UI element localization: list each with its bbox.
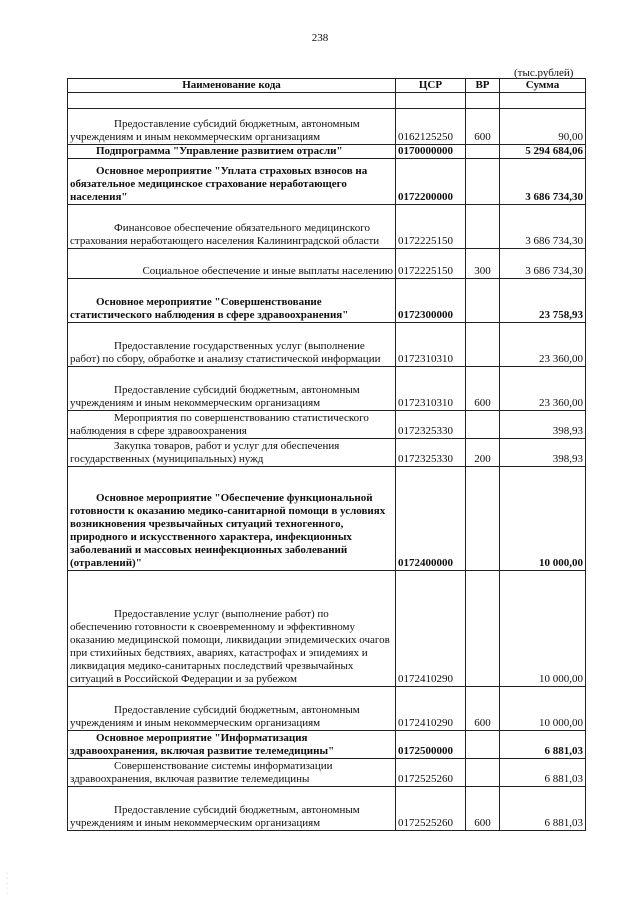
row-csr-cell: 0172525260	[396, 787, 466, 831]
row-name-cell: Финансовое обеспечение обязательного медицинского страхования неработающего населения Калининградской области	[68, 205, 396, 249]
row-sum-cell: 3 686 734,30	[500, 249, 586, 279]
row-vr-cell	[466, 571, 500, 687]
row-vr-cell	[466, 411, 500, 439]
table-header-row	[68, 79, 586, 93]
row-name-cell: Предоставление субсидий бюджетным, автономным учреждениям и иным некоммерческим организациям	[68, 109, 396, 145]
header-name: Наименование кода	[68, 79, 396, 93]
header-sum: Сумма	[500, 79, 586, 93]
table-row	[68, 367, 586, 411]
table-row	[68, 411, 586, 439]
row-name-cell: Основное мероприятие "Совершенствование статистического наблюдения в сфере здравоохранения"	[68, 279, 396, 323]
row-sum-cell: 398,93	[500, 439, 586, 467]
table-row	[68, 731, 586, 759]
row-sum-cell: 23 360,00	[500, 323, 586, 367]
row-sum-cell: 90,00	[500, 109, 586, 145]
row-vr-cell: 600	[466, 109, 500, 145]
row-name-cell: Основное мероприятие "Обеспечение функциональной готовности к оказанию медико-санитарной помощи в условиях возникновения чрезвычайных ситуаций техногенного, природного и искусственного характера, инфекционных заболеваний и массовых неинфекционных заболеваний (отравлений)"	[68, 467, 396, 571]
table-row	[68, 279, 586, 323]
table-row	[68, 109, 586, 145]
table-row	[68, 159, 586, 205]
row-name-cell	[68, 93, 396, 109]
row-csr-cell: 0172400000	[396, 467, 466, 571]
row-sum-cell: 23 360,00	[500, 367, 586, 411]
row-name-cell: Подпрограмма "Управление развитием отрасли"	[68, 145, 396, 159]
row-name-cell: Предоставление субсидий бюджетным, автономным учреждениям и иным некоммерческим организациям	[68, 787, 396, 831]
row-csr-cell	[396, 93, 466, 109]
units-label: (тыс.рублей)	[514, 67, 574, 79]
row-csr-cell: 0172225150	[396, 249, 466, 279]
row-csr-cell: 0172310310	[396, 323, 466, 367]
row-csr-cell: 0172310310	[396, 367, 466, 411]
table-row	[68, 205, 586, 249]
budget-table	[67, 78, 586, 831]
table-row	[68, 759, 586, 787]
header-vr: ВР	[466, 79, 500, 93]
row-vr-cell	[466, 279, 500, 323]
row-csr-cell: 0172525260	[396, 759, 466, 787]
table-row	[68, 439, 586, 467]
table-row	[68, 571, 586, 687]
row-csr-cell: 0172225150	[396, 205, 466, 249]
table-row	[68, 787, 586, 831]
table-row	[68, 323, 586, 367]
row-name-cell: Предоставление субсидий бюджетным, автономным учреждениям и иным некоммерческим организациям	[68, 687, 396, 731]
row-vr-cell	[466, 731, 500, 759]
row-sum-cell: 10 000,00	[500, 687, 586, 731]
row-vr-cell	[466, 323, 500, 367]
row-sum-cell	[500, 93, 586, 109]
table-row	[68, 249, 586, 279]
row-name-cell: Основное мероприятие "Информатизация здравоохранения, включая развитие телемедицины"	[68, 731, 396, 759]
margin-dots: · · · · ·	[6, 871, 8, 897]
table-row	[68, 93, 586, 109]
row-name-cell: Предоставление государственных услуг (выполнение работ) по сбору, обработке и анализу статистической информации	[68, 323, 396, 367]
table-row	[68, 145, 586, 159]
row-csr-cell: 0172325330	[396, 439, 466, 467]
row-sum-cell: 6 881,03	[500, 731, 586, 759]
row-sum-cell: 3 686 734,30	[500, 159, 586, 205]
row-vr-cell: 600	[466, 787, 500, 831]
row-sum-cell: 5 294 684,06	[500, 145, 586, 159]
row-name-cell: Социальное обеспечение и иные выплаты населению	[68, 249, 396, 279]
table-row	[68, 467, 586, 571]
row-vr-cell	[466, 205, 500, 249]
row-name-cell: Предоставление субсидий бюджетным, автономным учреждениям и иным некоммерческим организациям	[68, 367, 396, 411]
row-vr-cell: 600	[466, 687, 500, 731]
row-sum-cell: 6 881,03	[500, 787, 586, 831]
page-number: 238	[311, 32, 329, 44]
table-row	[68, 687, 586, 731]
row-csr-cell: 0172410290	[396, 571, 466, 687]
row-name-cell: Совершенствование системы информатизации здравоохранения, включая развитие телемедицины	[68, 759, 396, 787]
row-sum-cell: 6 881,03	[500, 759, 586, 787]
row-sum-cell: 398,93	[500, 411, 586, 439]
row-name-cell: Закупка товаров, работ и услуг для обеспечения государственных (муниципальных) нужд	[68, 439, 396, 467]
row-vr-cell	[466, 467, 500, 571]
row-csr-cell: 0172500000	[396, 731, 466, 759]
row-name-cell: Мероприятия по совершенствованию статистического наблюдения в сфере здравоохранения	[68, 411, 396, 439]
row-sum-cell: 3 686 734,30	[500, 205, 586, 249]
row-name-cell: Предоставление услуг (выполнение работ) по обеспечению готовности к своевременному и эффективному оказанию медицинской помощи, ликвидации эпидемических очагов при стихийных бедствиях, авариях, катастрофах и эпидемиях и ликвидация медико-санитарных последствий чрезвычайных ситуаций в Российской Федерации и за рубежом	[68, 571, 396, 687]
row-csr-cell: 0162125250	[396, 109, 466, 145]
row-sum-cell: 23 758,93	[500, 279, 586, 323]
row-vr-cell: 200	[466, 439, 500, 467]
row-vr-cell: 300	[466, 249, 500, 279]
row-sum-cell: 10 000,00	[500, 571, 586, 687]
row-name-cell: Основное мероприятие "Уплата страховых взносов на обязательное медицинское страхование неработающего населения"	[68, 159, 396, 205]
row-sum-cell: 10 000,00	[500, 467, 586, 571]
row-csr-cell: 0172200000	[396, 159, 466, 205]
row-csr-cell: 0172300000	[396, 279, 466, 323]
row-vr-cell	[466, 759, 500, 787]
row-vr-cell: 600	[466, 367, 500, 411]
row-csr-cell: 0170000000	[396, 145, 466, 159]
row-vr-cell	[466, 159, 500, 205]
row-vr-cell	[466, 93, 500, 109]
header-csr: ЦСР	[396, 79, 466, 93]
row-csr-cell: 0172325330	[396, 411, 466, 439]
table-body	[68, 93, 586, 831]
row-vr-cell	[466, 145, 500, 159]
row-csr-cell: 0172410290	[396, 687, 466, 731]
